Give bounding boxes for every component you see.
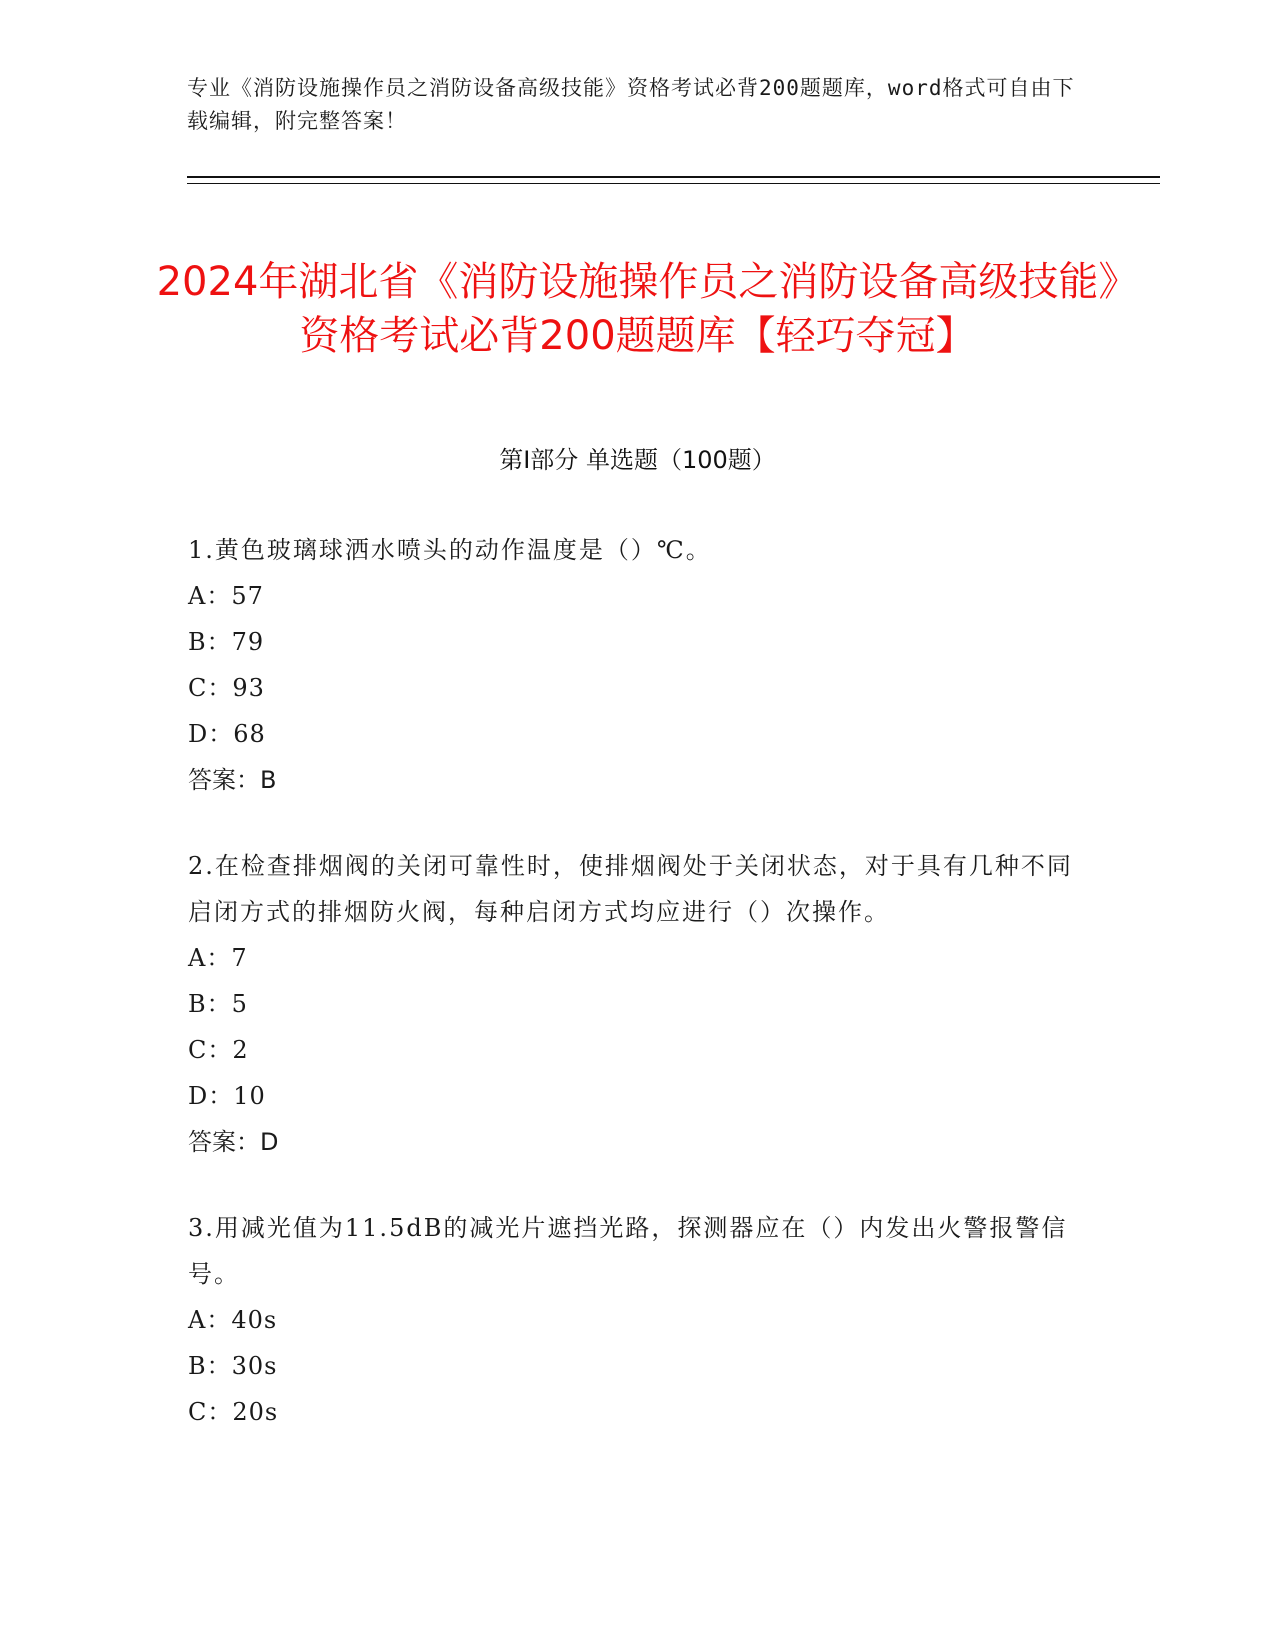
option-a: A：7 <box>188 944 248 972</box>
option-d: D：68 <box>188 720 266 748</box>
option-b: B：79 <box>188 628 265 656</box>
question-text: 2.在检查排烟阀的关闭可靠性时，使排烟阀处于关闭状态，对于具有几种不同启闭方式的排烟防火阀，每种启闭方式均应进行（）次操作。 <box>188 852 1073 926</box>
question-text: 1.黄色玻璃球洒水喷头的动作温度是（）℃。 <box>188 536 712 564</box>
header-divider-thin <box>187 183 1160 184</box>
option-d: D：10 <box>188 1082 266 1110</box>
question-list <box>188 527 1088 1475</box>
option-a: A：57 <box>188 582 264 610</box>
question-2 <box>188 843 1088 1165</box>
header-divider-thick <box>187 176 1160 178</box>
section-heading: 第I部分 单选题（100题） <box>499 446 776 474</box>
option-c: C：20s <box>188 1398 279 1426</box>
option-b: B：30s <box>188 1352 278 1380</box>
question-3 <box>188 1205 1088 1435</box>
answer: 答案：D <box>188 1128 279 1156</box>
option-a: A：40s <box>188 1306 278 1334</box>
option-c: C：2 <box>188 1036 249 1064</box>
question-1 <box>188 527 1088 803</box>
answer: 答案：B <box>188 766 277 794</box>
document-title: 2024年湖北省《消防设施操作员之消防设备高级技能》资格考试必背200题题库【轻巧夺冠】 <box>156 258 1119 359</box>
header-note: 专业《消防设施操作员之消防设备高级技能》资格考试必背200题题库，word格式可自由下载编辑，附完整答案！ <box>187 76 1075 133</box>
option-b: B：5 <box>188 990 248 1018</box>
question-text: 3.用减光值为11.5dB的减光片遮挡光路，探测器应在（）内发出火警报警信号。 <box>188 1214 1068 1288</box>
option-c: C：93 <box>188 674 265 702</box>
